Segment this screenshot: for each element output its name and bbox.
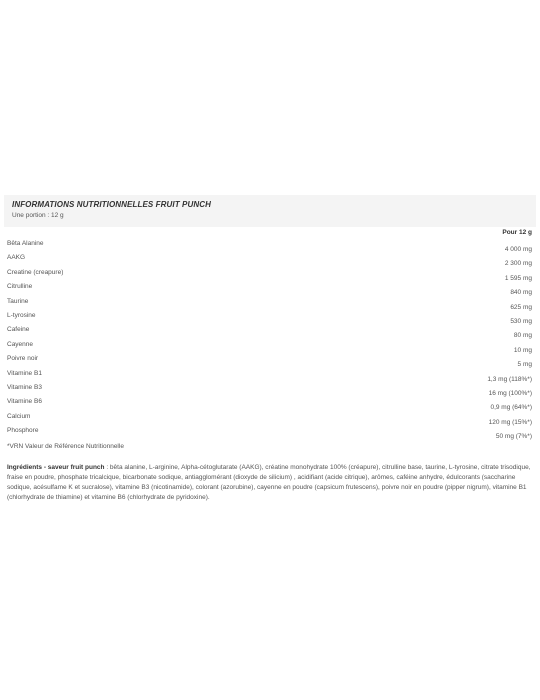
nutrient-value: 0,9 mg (64%*): [490, 404, 532, 412]
nutrient-value: 10 mg: [513, 346, 532, 354]
nutrient-name: Bêta Alanine: [7, 240, 44, 247]
table-row: [4, 397, 536, 411]
nutrient-name: Cafeine: [7, 326, 30, 334]
ingredients-paragraph: [4, 463, 536, 503]
table-row: [4, 354, 536, 368]
table-row: [4, 340, 536, 354]
nutrient-name: AAKG: [7, 254, 26, 262]
table-row: [4, 426, 536, 440]
nutrient-value: 530 mg: [510, 317, 532, 325]
nutrient-name: L-tyrosine: [7, 311, 36, 319]
table-row: [4, 325, 536, 339]
table-row: [4, 369, 536, 383]
nutrient-name: Vitamine B1: [7, 369, 42, 377]
nutrition-title: INFORMATIONS NUTRITIONNELLES FRUIT PUNCH: [12, 200, 211, 209]
nutrient-name: Vitamine B3: [7, 383, 42, 391]
nutrient-value: 50 mg (7%*): [495, 433, 532, 441]
ingredients-label: Ingrédients - saveur fruit punch: [7, 464, 105, 472]
portion-size: Une portion : 12 g: [12, 212, 64, 219]
nutrient-name: Cayenne: [7, 340, 34, 348]
nutrient-value: 1,3 mg (118%*): [487, 375, 532, 383]
table-row: [4, 253, 536, 267]
nutrient-name: Creatine (creapure): [7, 268, 64, 276]
table-row: [4, 311, 536, 325]
table-row: [4, 282, 536, 296]
nutrition-header: [4, 195, 536, 227]
nutrient-value: 5 mg: [517, 361, 532, 369]
table-row: [4, 412, 536, 426]
nutrient-name: Vitamine B6: [7, 398, 42, 406]
table-row: [4, 239, 536, 253]
ingredients-text: : bêta alanine, L-arginine, Alpha-cétoglutarate (AAKG), créatine monohydrate 100% (créapure), citrulline base, taurine, L-tyrosine, citrate trisodique, fraise en poudre, phosphate tricalcique, bicarbonate sodique, antiagglomérant (dioxyde de silicium) , acidifiant (acide citrique), arômes, caféine anhydre, édulcorants (saccharine sodique, acésulfame K et sucralose), vitamine B3 (nicotinamide), colorant (azorubine), cayenne en poudre (capsicum frutescens), poivre noir en poudre (pipper nigrum), vitamine B1 (chlorhydrate de thiamine) et vitamine B6 (chlorhydrate de pyridoxine).: [7, 464, 531, 502]
nutrient-value: 4 000 mg: [504, 246, 532, 253]
table-row: [4, 268, 536, 282]
nutrient-name: Phosphore: [7, 427, 39, 435]
nutrient-value: 840 mg: [510, 289, 532, 297]
nutrient-value: 1 595 mg: [504, 274, 532, 282]
nutrition-table: [4, 239, 536, 440]
table-row: [4, 297, 536, 311]
nutrient-value: 2 300 mg: [504, 260, 532, 268]
table-row: [4, 383, 536, 397]
nutrition-panel: [4, 195, 536, 503]
nutrient-value: 120 mg (15%*): [488, 418, 532, 426]
nutrient-value: 625 mg: [510, 303, 532, 311]
footnote: *VRN Valeur de Référence Nutritionnelle: [7, 443, 124, 451]
column-header-per-serving: Pour 12 g: [502, 229, 532, 236]
nutrient-name: Taurine: [7, 297, 29, 305]
nutrient-value: 16 mg (100%*): [488, 389, 532, 397]
nutrient-name: Citrulline: [7, 283, 33, 291]
nutrient-name: Calcium: [7, 412, 31, 420]
nutrient-name: Poivre noir: [7, 355, 39, 363]
nutrient-value: 80 mg: [513, 332, 532, 340]
